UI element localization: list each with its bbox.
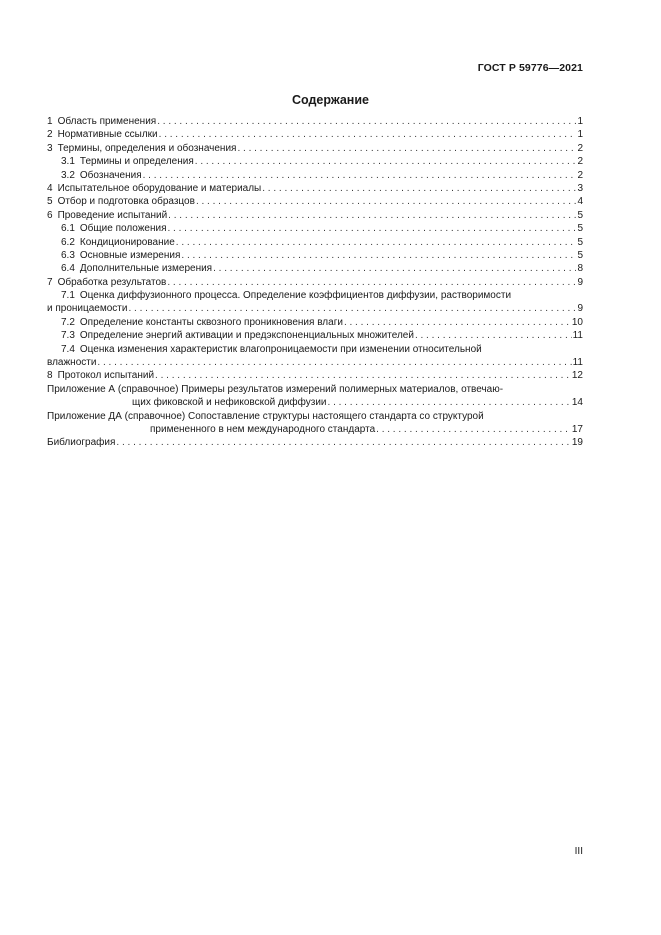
toc-dot-leader xyxy=(168,209,576,222)
toc-dot-leader xyxy=(143,169,577,182)
toc-entry-number: 6.1 xyxy=(61,223,75,235)
toc-entry[interactable] xyxy=(47,236,583,249)
toc-dot-leader xyxy=(155,369,571,382)
toc-dot-leader xyxy=(167,276,576,289)
page-number: III xyxy=(574,846,583,857)
toc-entry-number: 4 xyxy=(47,182,53,194)
toc-dot-leader xyxy=(344,316,571,329)
toc-entry-page: 8 xyxy=(577,263,583,275)
toc-entry-label: Кондиционирование xyxy=(79,236,175,248)
toc-entry-label: Проведение испытаний xyxy=(57,209,168,221)
toc-entry-number: 5 xyxy=(47,196,53,208)
toc-entry-page: 11 xyxy=(572,330,583,342)
toc-entry[interactable] xyxy=(47,262,583,275)
toc-dot-leader xyxy=(195,155,577,168)
toc-entry[interactable] xyxy=(47,343,583,356)
toc-dot-leader xyxy=(128,302,576,315)
toc-entry[interactable] xyxy=(47,316,583,329)
toc-entry-label: Обработка результатов xyxy=(57,276,167,288)
toc-entry[interactable] xyxy=(47,423,583,436)
toc-entry[interactable] xyxy=(47,169,583,182)
toc-entry-page: 9 xyxy=(577,303,583,315)
toc-entry-number: 1 xyxy=(47,116,53,127)
toc-entry-label: Термины, определения и обозначения xyxy=(57,142,237,154)
toc-entry-label: Приложение ДА (справочное) Сопоставление структуры настоящего стандарта со структурой xyxy=(47,410,484,422)
toc-entry[interactable] xyxy=(47,436,583,449)
toc-entry-page: 1 xyxy=(577,129,583,141)
toc-dot-leader xyxy=(168,222,577,235)
toc-dot-leader xyxy=(237,142,576,155)
toc-entry-label: щих фиковской и нефиковской диффузии xyxy=(132,397,327,409)
toc-entry[interactable] xyxy=(47,369,583,382)
toc-entry[interactable] xyxy=(47,302,583,315)
toc-entry-number: 7.3 xyxy=(61,330,75,342)
toc-entry[interactable] xyxy=(47,195,583,208)
toc-dot-leader xyxy=(262,182,576,195)
toc-entry-label: Термины и определения xyxy=(79,156,194,168)
toc-entry-label: Область применения xyxy=(57,116,157,127)
toc-entry[interactable] xyxy=(47,383,583,396)
toc-entry[interactable] xyxy=(47,155,583,168)
toc-dot-leader xyxy=(415,329,572,342)
toc-entry-page: 5 xyxy=(577,223,583,235)
toc-entry-label: Нормативные ссылки xyxy=(57,129,158,141)
toc-entry-label: Общие положения xyxy=(79,223,167,235)
toc-entry-label: Оценка диффузионного процесса. Определение коэффициентов диффузии, растворимости xyxy=(79,290,512,302)
document-code: ГОСТ Р 59776—2021 xyxy=(477,62,583,74)
toc-entry-label: Протокол испытаний xyxy=(57,370,155,382)
toc-entry-label: влажности xyxy=(47,357,97,369)
toc-entry-page: 2 xyxy=(577,142,583,154)
toc-entry-label: Отбор и подготовка образцов xyxy=(57,196,195,208)
toc-entry-number: 6 xyxy=(47,209,53,221)
toc-entry[interactable] xyxy=(47,182,583,195)
toc-entry-label: и проницаемости xyxy=(47,303,128,315)
toc-entry-number: 8 xyxy=(47,370,53,382)
toc-entry-page: 2 xyxy=(577,156,583,168)
toc-entry-page: 5 xyxy=(577,236,583,248)
toc-entry-number: 6.3 xyxy=(61,249,75,261)
toc-entry-label: Определение константы сквозного проникновения влаги xyxy=(79,316,343,328)
toc-entry-page: 2 xyxy=(577,169,583,181)
toc-entry-number: 3.2 xyxy=(61,169,75,181)
toc-entry[interactable] xyxy=(47,289,583,302)
toc-entry-page: 4 xyxy=(577,196,583,208)
toc-entry-number: 6.4 xyxy=(61,263,75,275)
toc-entry[interactable] xyxy=(47,142,583,155)
toc-entry[interactable] xyxy=(47,128,583,141)
toc-dot-leader xyxy=(328,396,571,409)
toc-entry-page: 1 xyxy=(577,116,583,127)
toc-entry-number: 3.1 xyxy=(61,156,75,168)
toc-entry-page: 3 xyxy=(577,182,583,194)
toc-entry[interactable] xyxy=(47,115,583,128)
toc-entry-number: 3 xyxy=(47,142,53,154)
toc-entry-page: 12 xyxy=(571,370,583,382)
toc-entry[interactable] xyxy=(47,222,583,235)
toc-entry-label: Оценка изменения характеристик влагопроницаемости при изменении относительной xyxy=(79,343,482,355)
toc-dot-leader xyxy=(116,436,570,449)
toc-entry[interactable] xyxy=(47,396,583,409)
toc-entry[interactable] xyxy=(47,249,583,262)
toc-dot-leader xyxy=(157,115,576,128)
toc-entry-number: 6.2 xyxy=(61,236,75,248)
toc-entry-page: 19 xyxy=(571,437,583,449)
toc-entry-number: 7.4 xyxy=(61,343,75,355)
toc-entry-label: Библиография xyxy=(47,437,116,449)
toc-entry[interactable] xyxy=(47,209,583,222)
table-of-contents xyxy=(47,115,583,450)
toc-dot-leader xyxy=(196,195,577,208)
toc-entry-page: 17 xyxy=(571,423,583,435)
toc-entry-label: Обозначения xyxy=(79,169,142,181)
toc-entry-page: 10 xyxy=(571,316,583,328)
page-title: Содержание xyxy=(291,93,369,107)
toc-entry-label: примененного в нем международного стандарта xyxy=(150,423,376,435)
toc-dot-leader xyxy=(213,262,576,275)
toc-entry-page: 11 xyxy=(572,357,583,369)
toc-dot-leader xyxy=(97,356,571,369)
toc-entry[interactable] xyxy=(47,329,583,342)
toc-dot-leader xyxy=(159,128,577,141)
toc-entry-label: Приложение А (справочное) Примеры результатов измерений полимерных материалов, отвечаю- xyxy=(47,383,504,395)
toc-entry[interactable] xyxy=(47,410,583,423)
toc-entry-label: Основные измерения xyxy=(79,249,181,261)
toc-entry-number: 7.1 xyxy=(61,290,75,302)
toc-entry[interactable] xyxy=(47,276,583,289)
toc-entry-label: Испытательное оборудование и материалы xyxy=(57,182,262,194)
toc-entry-number: 7 xyxy=(47,276,53,288)
toc-entry-page: 14 xyxy=(571,397,583,409)
toc-dot-leader xyxy=(176,236,577,249)
toc-entry-page: 5 xyxy=(577,249,583,261)
toc-entry[interactable] xyxy=(47,356,583,369)
toc-entry-number: 2 xyxy=(47,129,53,141)
toc-entry-page: 9 xyxy=(577,276,583,288)
toc-dot-leader xyxy=(181,249,576,262)
toc-entry-label: Дополнительные измерения xyxy=(79,263,213,275)
toc-dot-leader xyxy=(376,423,571,436)
toc-entry-number: 7.2 xyxy=(61,316,75,328)
toc-entry-page: 5 xyxy=(577,209,583,221)
toc-entry-label: Определение энергий активации и предэкспоненциальных множителей xyxy=(79,330,414,342)
